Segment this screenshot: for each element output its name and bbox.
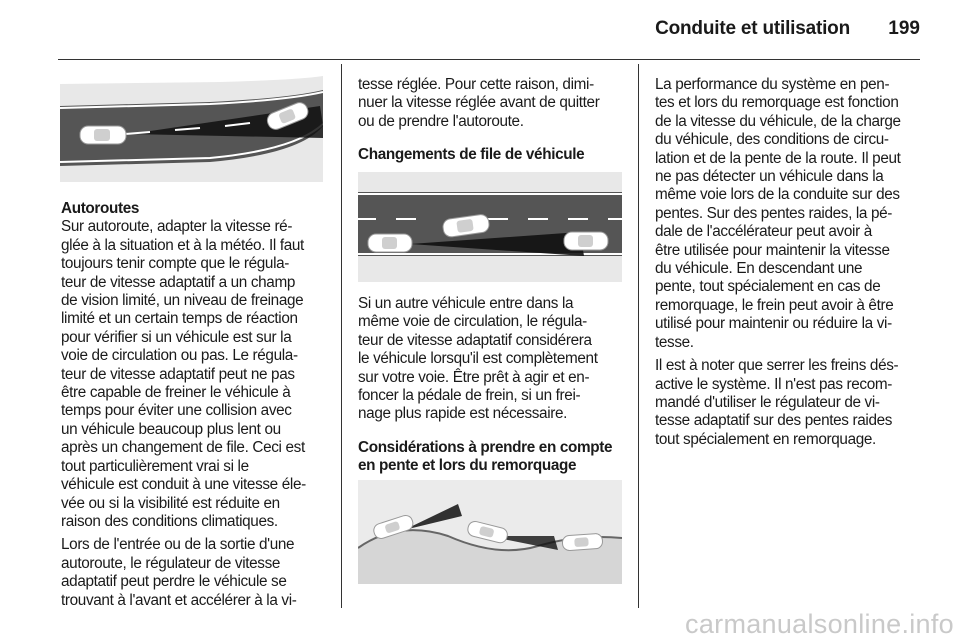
text-line: utilisé pour maintenir ou réduire la vi- bbox=[655, 315, 892, 333]
text-line: ou de prendre l'autoroute. bbox=[358, 112, 524, 130]
text-line: sur votre voie. Être prêt à agir et en- bbox=[358, 368, 590, 386]
text-line: La performance du système en pen- bbox=[655, 76, 890, 93]
text-line: teur de vitesse adaptatif peut ne pas bbox=[61, 365, 295, 383]
column-1 bbox=[61, 200, 306, 610]
text-line: tesse. bbox=[655, 333, 694, 351]
text-line: Si un autre véhicule entre dans la bbox=[358, 295, 574, 312]
text-line: le véhicule lorsqu'il est complètement bbox=[358, 350, 598, 368]
text-line: limité et un certain temps de réaction bbox=[61, 310, 298, 328]
watermark: carmanualsonline.info bbox=[685, 609, 954, 639]
page-number: 199 bbox=[888, 18, 920, 39]
column-2-top bbox=[358, 76, 599, 165]
text-line: raison des conditions climatiques. bbox=[61, 512, 278, 530]
text-line: dale de l'accélérateur peut avoir à bbox=[655, 223, 872, 241]
text-line: foncer la pédale de frein, si un frei- bbox=[358, 387, 581, 405]
section-heading-motorways: Autoroutes bbox=[61, 200, 140, 217]
text-line: du véhicule. En descendant une bbox=[655, 260, 863, 278]
text-line: ne pas détecter un véhicule dans la bbox=[655, 168, 884, 186]
text-line: pente, tout spécialement en cas de bbox=[655, 278, 881, 296]
text-line: tes et lors du remorquage est fonction bbox=[655, 94, 899, 112]
text-line: nage plus rapide est nécessaire. bbox=[358, 405, 568, 423]
text-line: Lors de l'entrée ou de la sortie d'une bbox=[61, 536, 295, 554]
text-line: lation et de la pente de la route. Il peut bbox=[655, 149, 901, 167]
text-line: teur de vitesse adaptatif a un champ bbox=[61, 273, 296, 291]
text-line: glée à la situation et à la météo. Il faut bbox=[61, 236, 304, 254]
text-line: véhicule est conduit à une vitesse éle- bbox=[61, 476, 306, 494]
column-divider-1 bbox=[341, 64, 342, 608]
text-line: du véhicule, des conditions de circu- bbox=[655, 131, 889, 149]
text-line: toujours tenir compte que le régula- bbox=[61, 255, 290, 273]
text-line: temps pour éviter une collision avec bbox=[61, 402, 292, 420]
text-line: pour vérifier si un véhicule est sur la bbox=[61, 328, 292, 346]
text-line: pentes. Sur des pentes raides, la pé- bbox=[655, 204, 893, 222]
section-heading-slopes-towing-line2: en pente et lors du remorquage bbox=[358, 457, 577, 475]
slope-illustration bbox=[358, 480, 622, 584]
text-line: tout spécialement en remorquage. bbox=[655, 430, 876, 448]
column-divider-2 bbox=[638, 64, 639, 608]
section-heading-lane-change: Changements de file de véhicule bbox=[358, 146, 585, 164]
motorway-curve-illustration bbox=[60, 76, 323, 182]
text-line: être capable de freiner le véhicule à bbox=[61, 384, 291, 402]
text-line: Il est à noter que serrer les freins dés- bbox=[655, 357, 899, 375]
text-line: tesse adaptatif sur des pentes raides bbox=[655, 412, 893, 430]
text-line: teur de vitesse adaptatif considérera bbox=[358, 331, 592, 349]
text-line: tout particulièrement vrai si le bbox=[61, 457, 249, 475]
text-line: de la vitesse du véhicule, de la charge bbox=[655, 112, 901, 130]
text-line: nuer la vitesse réglée avant de quitter bbox=[358, 94, 600, 112]
section-heading-slopes-towing: Considérations à prendre en compte bbox=[358, 438, 613, 456]
text-line: voie de circulation ou pas. Le régula- bbox=[61, 347, 298, 365]
text-line: mandé d'utiliser le régulateur de vi- bbox=[655, 393, 880, 411]
text-line: remorquage, le frein peut avoir à être bbox=[655, 296, 894, 314]
text-line: même voie lors de la conduite sur des bbox=[655, 186, 900, 204]
page-title: Conduite et utilisation bbox=[655, 18, 850, 39]
text-line: Sur autoroute, adapter la vitesse ré- bbox=[61, 218, 293, 236]
text-line: active le système. Il n'est pas recom- bbox=[655, 375, 893, 393]
text-line: même voie de circulation, le régula- bbox=[358, 313, 587, 331]
text-line: un véhicule beaucoup plus lent ou bbox=[61, 420, 281, 438]
text-line: autoroute, le régulateur de vitesse bbox=[61, 554, 281, 572]
text-line: de vision limité, un niveau de freinage bbox=[61, 292, 304, 310]
lane-change-illustration bbox=[358, 172, 622, 282]
text-line: trouvant à l'avant et accélérer à la vi- bbox=[61, 591, 297, 609]
text-line: après un changement de file. Ceci est bbox=[61, 439, 305, 457]
column-3 bbox=[655, 76, 901, 449]
text-line: tesse réglée. Pour cette raison, dimi- bbox=[358, 76, 594, 93]
text-line: adaptatif peut perdre le véhicule se bbox=[61, 573, 287, 591]
text-line: être utilisée pour maintenir la vitesse bbox=[655, 241, 890, 259]
column-2-bottom bbox=[358, 295, 612, 476]
header-rule bbox=[58, 59, 920, 60]
text-line: vée ou si la visibilité est réduite en bbox=[61, 494, 280, 512]
